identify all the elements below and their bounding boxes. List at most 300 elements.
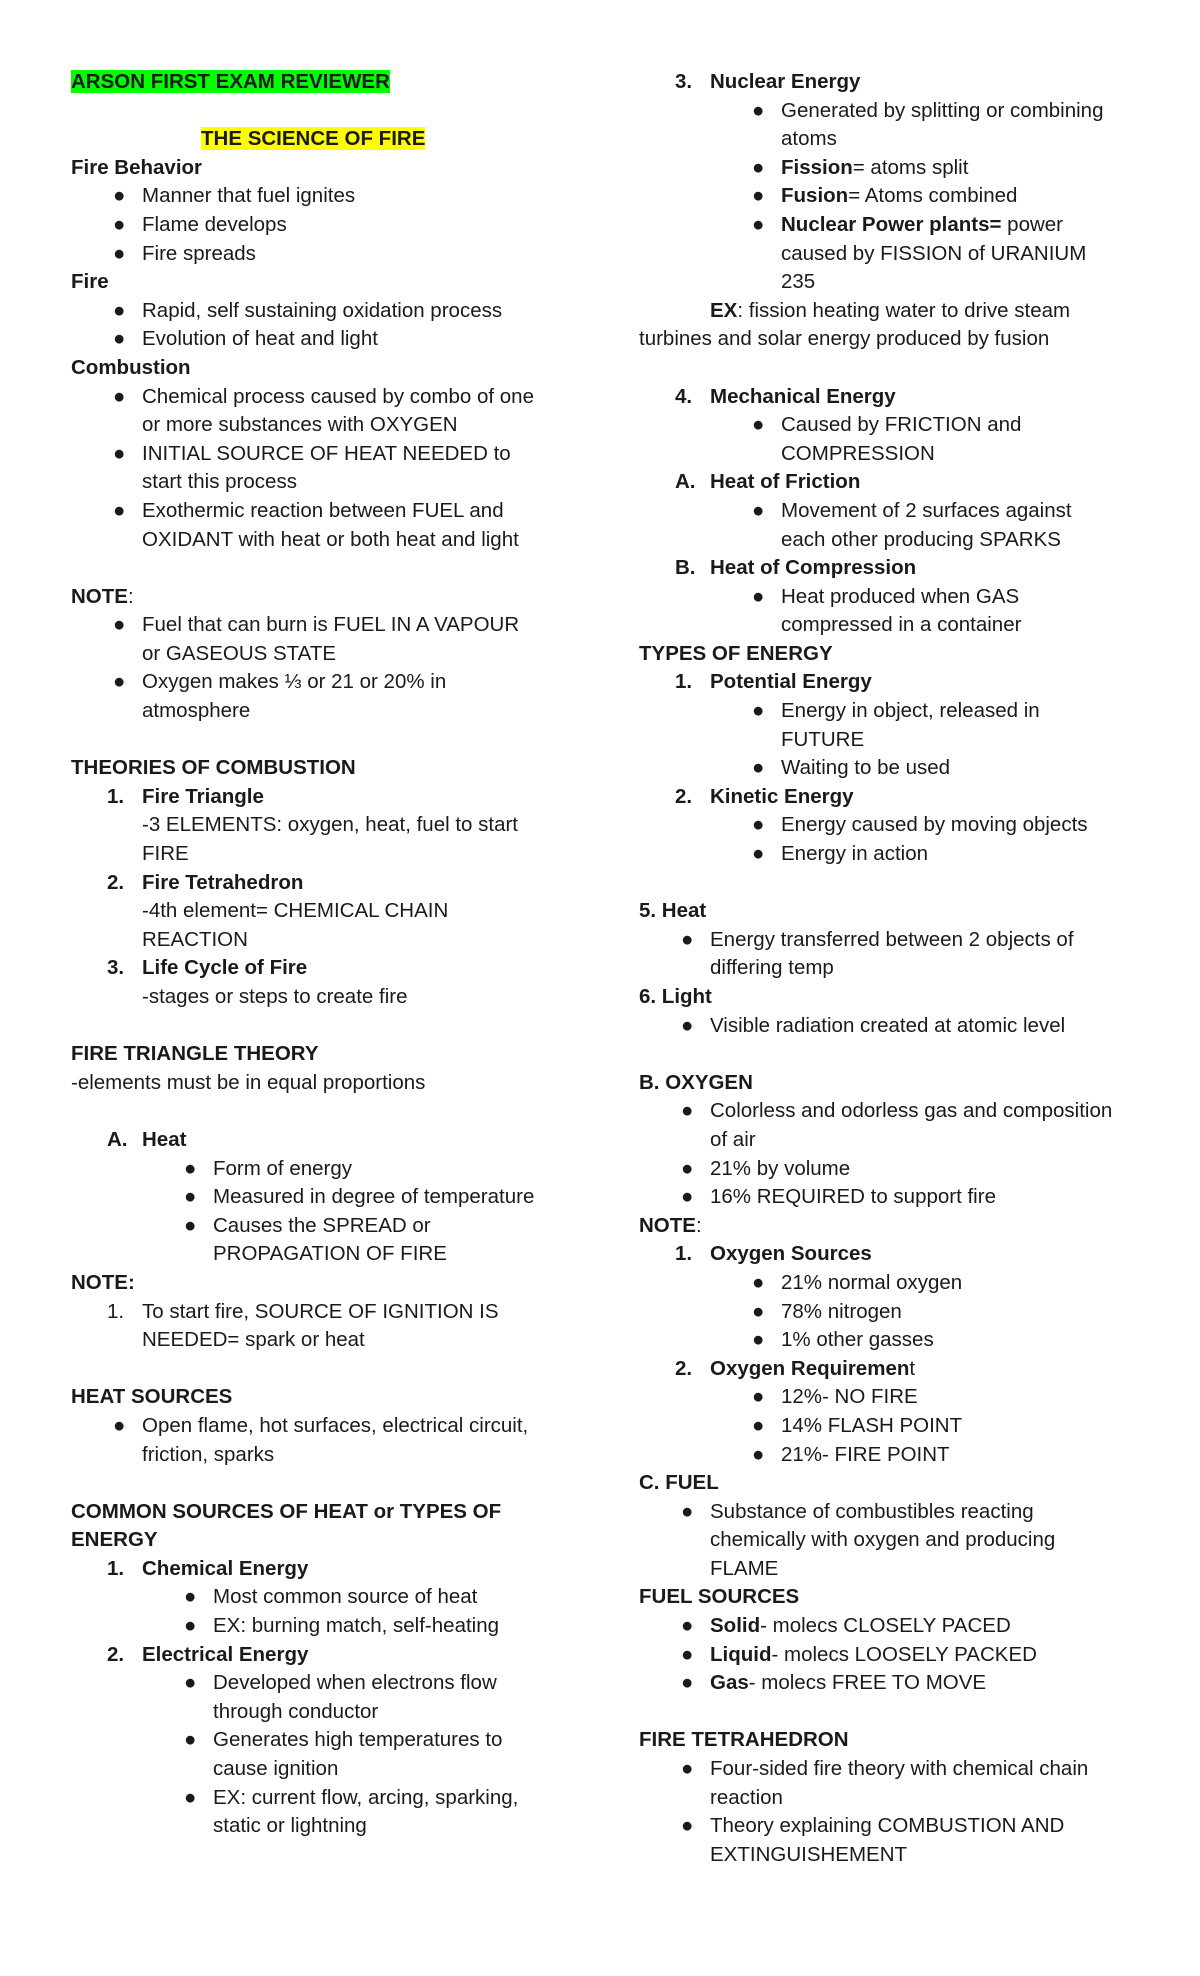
list-line [639, 154, 1139, 183]
text-run: FUTURE [781, 727, 865, 751]
bullet-icon: ● [113, 298, 126, 322]
list-line [639, 526, 1139, 555]
list-line [71, 1126, 571, 1155]
text-run: Generated by splitting or combining [781, 98, 1104, 122]
text-line [639, 1726, 1139, 1755]
list-line [639, 97, 1139, 126]
list-line [71, 1212, 571, 1241]
bullet-item [639, 1612, 1139, 1641]
text-run: static or lightning [213, 1814, 367, 1838]
list-line [639, 468, 1139, 497]
list-line [71, 1698, 571, 1727]
text-run: 21%- FIRE POINT [781, 1442, 950, 1466]
list-line [639, 554, 1139, 583]
text-run: of air [710, 1127, 756, 1151]
line-content [71, 1071, 425, 1094]
text-run: Chemical process caused by combo of one [142, 384, 534, 408]
bullet-icon: ● [113, 327, 126, 351]
bold-text: Fire Triangle [142, 784, 264, 808]
list-line [71, 954, 571, 983]
bold-text: Electrical Energy [142, 1642, 309, 1666]
bullet-item [71, 1183, 571, 1212]
text-run: 21% normal oxygen [781, 1270, 963, 1294]
list-marker: 3. [675, 70, 693, 93]
text-run: Caused by FRICTION and [781, 413, 1022, 437]
list-line [71, 1298, 571, 1327]
text-line [71, 1040, 571, 1069]
bullet-item [71, 1412, 571, 1469]
list-line [71, 1669, 571, 1698]
text-run: 1% other gasses [781, 1328, 934, 1352]
list-line [639, 697, 1139, 726]
bold-text: 6. Light [639, 985, 712, 1008]
bold-text: FIRE TRIANGLE THEORY [71, 1042, 319, 1066]
bullet-icon: ● [113, 441, 126, 465]
bullet-icon: ● [681, 1099, 694, 1123]
text-run: Manner that fuel ignites [142, 184, 356, 208]
text-run: EX: burning match, self-heating [213, 1614, 500, 1638]
bullet-icon: ● [752, 699, 765, 723]
bullet-icon: ● [681, 1499, 694, 1523]
list-line [71, 640, 571, 669]
bold-text: Heat [142, 1127, 187, 1151]
line-content [71, 756, 356, 779]
text-line [71, 1498, 571, 1527]
bold-text: Heat of Friction [710, 470, 861, 494]
bullet-item [639, 211, 1139, 297]
right-column [639, 68, 1139, 1869]
bold-text: Nuclear Power plants= [781, 212, 1002, 236]
text-run: Theory explaining COMBUSTION AND [710, 1814, 1065, 1838]
bullet-item [71, 1612, 571, 1641]
list-line [639, 1641, 1139, 1670]
bullet-icon: ● [681, 1614, 694, 1638]
list-line [71, 211, 571, 240]
text-run: Causes the SPREAD or [213, 1213, 431, 1237]
bold-text: Nuclear Energy [710, 70, 861, 93]
list-marker: B. [675, 556, 696, 580]
text-run: INITIAL SOURCE OF HEAT NEEDED to [142, 441, 511, 465]
text-run: Measured in degree of temperature [213, 1185, 535, 1209]
bullet-icon: ● [184, 1156, 197, 1180]
list-line [71, 1726, 571, 1755]
bullet-item [71, 1155, 571, 1184]
list-line [639, 1669, 1139, 1698]
list-marker: 2. [675, 784, 693, 808]
line-content [71, 1500, 501, 1523]
bullet-item [71, 1212, 571, 1269]
list-marker: 1. [107, 1556, 125, 1580]
text-line [71, 754, 571, 783]
text-run: Exothermic reaction between FUEL and [142, 498, 504, 522]
bullet-item [639, 182, 1139, 211]
text-run: differing temp [710, 956, 834, 980]
bold-text: Fire Tetrahedron [142, 870, 304, 894]
bullet-icon: ● [184, 1614, 197, 1638]
text-run: EX: current flow, arcing, sparking, [213, 1785, 519, 1809]
text-line [71, 1269, 571, 1298]
bullet-item [639, 583, 1139, 640]
numbered-item [71, 783, 571, 869]
list-line [71, 240, 571, 269]
list-line [639, 926, 1139, 955]
text-line [71, 583, 571, 612]
list-line [639, 1126, 1139, 1155]
blank-line [639, 1040, 1139, 1069]
list-line [71, 926, 571, 955]
text-run: Visible radiation created at atomic level [710, 1013, 1066, 1037]
bullet-item [639, 497, 1139, 554]
list-line [71, 1755, 571, 1784]
list-line [639, 1498, 1139, 1527]
bold-text: COMMON SOURCES OF HEAT or TYPES OF [71, 1499, 502, 1523]
bullet-item [71, 1669, 571, 1726]
bold-text: Fission [781, 155, 853, 179]
text-run: Generates high temperatures to [213, 1728, 503, 1752]
list-line [71, 526, 571, 555]
text-run: compressed in a container [781, 613, 1022, 637]
text-line [71, 154, 571, 183]
highlighted-text [71, 70, 390, 93]
text-run: start this process [142, 470, 297, 494]
list-line [639, 1755, 1139, 1784]
line-content [639, 1214, 702, 1237]
bullet-item [639, 1441, 1139, 1470]
list-marker: 2. [675, 1356, 693, 1380]
text-run: Waiting to be used [781, 756, 951, 780]
list-line [639, 1155, 1139, 1184]
list-line [639, 411, 1139, 440]
list-line [71, 1641, 571, 1670]
bold-text: FUEL SOURCES [639, 1585, 800, 1609]
bullet-icon: ● [113, 613, 126, 637]
line-content [639, 327, 1049, 350]
text-run: Most common source of heat [213, 1585, 478, 1609]
text-run: - molecs FREE TO MOVE [748, 1671, 987, 1695]
list-line [71, 1155, 571, 1184]
text-line [71, 1069, 571, 1098]
list-line [639, 783, 1139, 812]
numbered-item [71, 1641, 571, 1670]
bullet-item [639, 1269, 1139, 1298]
text-run: power [1001, 212, 1063, 236]
bullet-item [71, 182, 571, 211]
blank-line [71, 1097, 571, 1126]
blank-line [639, 869, 1139, 898]
list-line [639, 497, 1139, 526]
list-line [639, 811, 1139, 840]
text-run: OXIDANT with heat or both heat and light [142, 527, 519, 551]
bold-text: EX [710, 298, 738, 322]
list-line [639, 1784, 1139, 1813]
list-line [639, 1412, 1139, 1441]
bullet-item [639, 811, 1139, 840]
text-run: atoms [781, 127, 837, 151]
numbered-item [639, 554, 1139, 583]
bullet-item [639, 1412, 1139, 1441]
list-line [71, 1555, 571, 1584]
bullet-icon: ● [752, 756, 765, 780]
bullet-icon: ● [752, 1385, 765, 1409]
bullet-item [71, 497, 571, 554]
bold-text: Oxygen Sources [710, 1242, 872, 1266]
bullet-item [71, 383, 571, 440]
blank-line [639, 354, 1139, 383]
text-run: turbines and solar energy produced by fusion [639, 327, 1050, 351]
line-content [71, 1042, 319, 1065]
list-marker: 1. [107, 1299, 125, 1323]
text-run: = Atoms combined [848, 184, 1018, 208]
list-line [71, 1583, 571, 1612]
numbered-item [639, 68, 1139, 97]
list-line [639, 1526, 1139, 1555]
line-content [639, 985, 712, 1008]
bullet-icon: ● [113, 670, 126, 694]
list-line [639, 211, 1139, 240]
text-run: Form of energy [213, 1156, 352, 1180]
text-run: Fire spreads [142, 241, 256, 265]
bullet-icon: ● [113, 212, 126, 236]
text-run: 235 [781, 270, 816, 294]
bullet-icon: ● [113, 241, 126, 265]
text-run: friction, sparks [142, 1442, 275, 1466]
list-line [71, 297, 571, 326]
bold-text: Liquid [710, 1642, 772, 1666]
bullet-item [71, 297, 571, 326]
bullet-item [71, 211, 571, 240]
bullet-icon: ● [681, 1013, 694, 1037]
text-run: PROPAGATION OF FIRE [213, 1242, 447, 1266]
text-line [639, 325, 1139, 354]
list-line [639, 1326, 1139, 1355]
text-line [639, 1212, 1139, 1241]
bullet-icon: ● [752, 1270, 765, 1294]
text-line [639, 1069, 1139, 1098]
bullet-icon: ● [184, 1185, 197, 1209]
text-run: Open flame, hot surfaces, electrical circuit, [142, 1413, 529, 1437]
text-run: Colorless and odorless gas and composition [710, 1099, 1113, 1123]
numbered-item [639, 783, 1139, 812]
line-content [71, 1385, 232, 1408]
bold-text: THE SCIENCE OF FIRE [201, 127, 426, 151]
bullet-item [639, 1326, 1139, 1355]
text-line [639, 297, 1139, 326]
text-run: Energy caused by moving objects [781, 813, 1088, 837]
bullet-item [639, 1641, 1139, 1670]
text-run: reaction [710, 1785, 783, 1809]
bold-text: Oxygen Requiremen [710, 1356, 910, 1380]
text-run: FLAME [710, 1556, 779, 1580]
text-line [71, 1383, 571, 1412]
bullet-icon: ● [752, 813, 765, 837]
numbered-item [639, 383, 1139, 412]
bold-text: HEAT SOURCES [71, 1385, 233, 1409]
text-run: - molecs LOOSELY PACKED [771, 1642, 1037, 1666]
bold-text: Fire [71, 270, 109, 294]
bold-text: Chemical Energy [142, 1556, 309, 1580]
list-line [639, 1240, 1139, 1269]
text-run: chemically with oxygen and producing [710, 1528, 1056, 1552]
text-run: Oxygen makes ⅓ or 21 or 20% in [142, 670, 447, 694]
list-line [639, 954, 1139, 983]
text-run: Energy in action [781, 842, 929, 866]
list-line [639, 668, 1139, 697]
list-line [639, 182, 1139, 211]
text-run: : [127, 584, 134, 608]
list-marker: 1. [675, 1242, 693, 1266]
bullet-icon: ● [752, 184, 765, 208]
numbered-item [639, 1240, 1139, 1269]
bullet-icon: ● [681, 1642, 694, 1666]
bullet-icon: ● [752, 413, 765, 437]
bullet-icon: ● [184, 1785, 197, 1809]
text-run: cause ignition [213, 1757, 339, 1781]
list-line [639, 754, 1139, 783]
bullet-item [639, 1155, 1139, 1184]
bold-text: THEORIES OF COMBUSTION [71, 756, 356, 780]
numbered-item [71, 869, 571, 955]
list-line [639, 1012, 1139, 1041]
list-line [71, 1240, 571, 1269]
list-line [71, 783, 571, 812]
list-line [71, 411, 571, 440]
bullet-icon: ● [184, 1213, 197, 1237]
document-heading [71, 125, 571, 154]
list-line [71, 697, 571, 726]
blank-line [71, 97, 571, 126]
bold-text: Gas [710, 1671, 749, 1695]
text-run: or GASEOUS STATE [142, 641, 337, 665]
bullet-item [71, 440, 571, 497]
bullet-item [639, 697, 1139, 754]
list-line [639, 611, 1139, 640]
text-run: Energy transferred between 2 objects of [710, 927, 1074, 951]
blank-line [71, 1355, 571, 1384]
line-content [710, 299, 1070, 322]
line-content [639, 899, 706, 922]
text-run: Evolution of heat and light [142, 327, 378, 351]
list-line [639, 1612, 1139, 1641]
bullet-item [639, 1498, 1139, 1584]
text-run: Flame develops [142, 212, 287, 236]
text-run: FIRE [142, 842, 189, 866]
text-run: t [909, 1356, 916, 1380]
list-line [71, 468, 571, 497]
text-run: Heat produced when GAS [781, 584, 1020, 608]
line-content [639, 642, 833, 665]
text-line [71, 1526, 571, 1555]
bullet-icon: ● [752, 842, 765, 866]
list-line [639, 583, 1139, 612]
text-run: 21% by volume [710, 1156, 851, 1180]
bold-text: NOTE: [71, 1270, 135, 1294]
bullet-icon: ● [681, 927, 694, 951]
list-line [71, 325, 571, 354]
bullet-icon: ● [752, 498, 765, 522]
numbered-item [71, 1298, 571, 1355]
text-run: : [695, 1213, 702, 1237]
text-run: COMPRESSION [781, 441, 935, 465]
bullet-item [639, 1383, 1139, 1412]
numbered-item [71, 1555, 571, 1584]
bullet-icon: ● [113, 384, 126, 408]
bullet-icon: ● [752, 212, 765, 236]
bullet-icon: ● [113, 1413, 126, 1437]
line-content [71, 156, 202, 179]
bullet-item [639, 411, 1139, 468]
bullet-icon: ● [752, 155, 765, 179]
blank-line [71, 554, 571, 583]
bullet-item [639, 926, 1139, 983]
list-line [71, 869, 571, 898]
bullet-icon: ● [681, 1757, 694, 1781]
blank-line [71, 1012, 571, 1041]
bullet-item [639, 840, 1139, 869]
list-line [639, 1555, 1139, 1584]
text-run: Substance of combustibles reacting [710, 1499, 1034, 1523]
bold-text: ENERGY [71, 1528, 158, 1552]
text-run: through conductor [213, 1699, 379, 1723]
bold-text: Solid [710, 1614, 761, 1638]
text-run: -4th element= CHEMICAL CHAIN [142, 899, 449, 923]
bullet-item [71, 1583, 571, 1612]
list-line [639, 268, 1139, 297]
line-content [71, 270, 109, 293]
list-marker: 2. [107, 870, 125, 894]
bullet-icon: ● [184, 1728, 197, 1752]
line-content [71, 585, 134, 608]
numbered-item [639, 668, 1139, 697]
text-line [71, 354, 571, 383]
bullet-icon: ● [681, 1814, 694, 1838]
bold-text: B. OXYGEN [639, 1070, 753, 1094]
list-line [71, 440, 571, 469]
bullet-icon: ● [681, 1156, 694, 1180]
text-run: 16% REQUIRED to support fire [710, 1185, 996, 1209]
blank-line [71, 726, 571, 755]
bullet-item [639, 1012, 1139, 1041]
bold-text: C. FUEL [639, 1471, 719, 1495]
bullet-icon: ● [752, 1413, 765, 1437]
list-line [639, 1841, 1139, 1870]
list-line [639, 383, 1139, 412]
bold-text: FIRE TETRAHEDRON [639, 1728, 849, 1752]
text-run: To start fire, SOURCE OF IGNITION IS [142, 1299, 499, 1323]
list-marker: A. [107, 1127, 128, 1151]
text-run: each other producing SPARKS [781, 527, 1061, 551]
bold-text: Kinetic Energy [710, 784, 854, 808]
text-run: Movement of 2 surfaces against [781, 498, 1072, 522]
list-marker: A. [675, 470, 696, 494]
line-content [71, 356, 191, 379]
list-line [639, 1812, 1139, 1841]
text-run: Developed when electrons flow [213, 1671, 497, 1695]
numbered-item [71, 954, 571, 1011]
bullet-icon: ● [752, 1442, 765, 1466]
text-run: or more substances with OXYGEN [142, 413, 458, 437]
text-run: - molecs CLOSELY PACED [760, 1614, 1011, 1638]
bullet-item [639, 1183, 1139, 1212]
text-run: atmosphere [142, 699, 251, 723]
list-line [71, 1612, 571, 1641]
list-line [639, 840, 1139, 869]
text-run: -3 ELEMENTS: oxygen, heat, fuel to start [142, 813, 519, 837]
list-line [639, 68, 1139, 97]
text-run: caused by FISSION of URANIUM [781, 241, 1087, 265]
list-marker: 4. [675, 384, 693, 408]
highlighted-text [201, 127, 425, 150]
bullet-item [71, 611, 571, 668]
